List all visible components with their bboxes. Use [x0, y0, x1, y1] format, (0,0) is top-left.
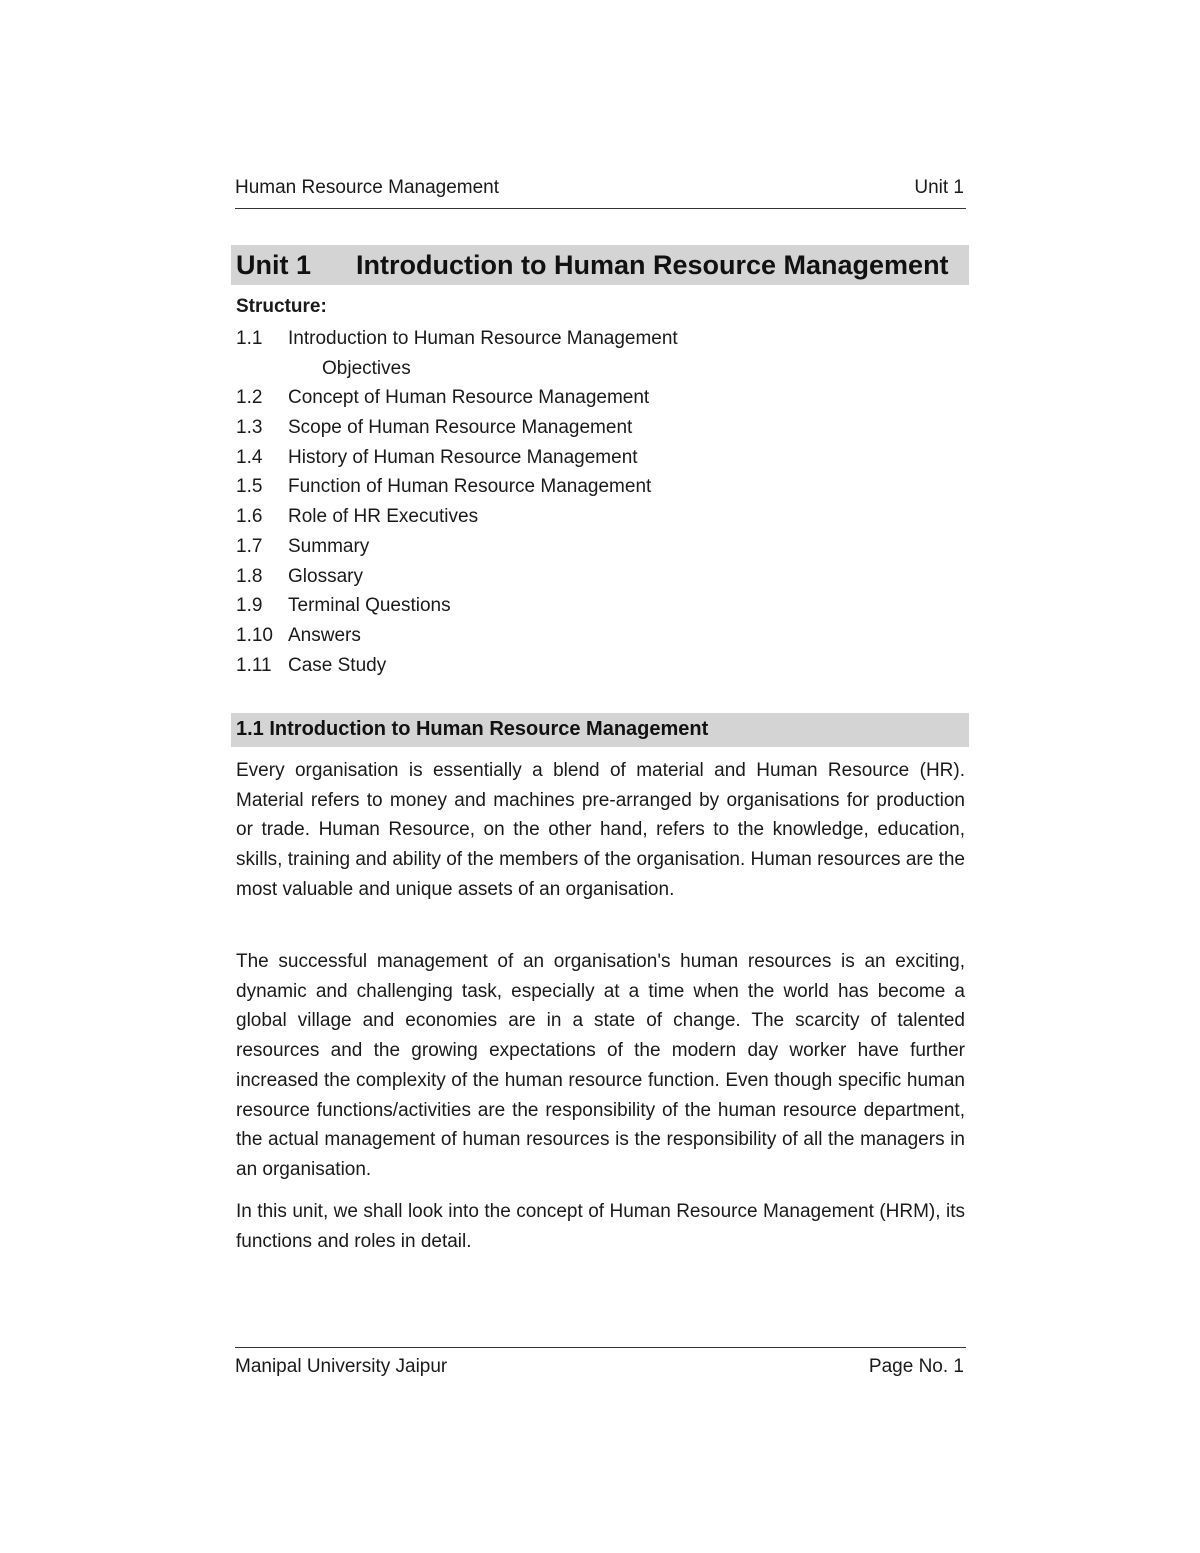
toc-item	[236, 354, 678, 384]
footer-institution: Manipal University Jaipur	[235, 1356, 448, 1377]
section-heading-banner	[231, 713, 969, 747]
unit-name: Introduction to Human Resource Management	[356, 250, 949, 280]
toc-item-text: Terminal Questions	[288, 595, 451, 617]
toc-item	[236, 532, 678, 562]
toc-item-text: History of Human Resource Management	[288, 446, 638, 468]
toc-item	[236, 502, 678, 532]
body-paragraph: The successful management of an organisation's human resources is an exciting, dynamic and challenging task, especially at a time when the world has become a global village and economies are in a state of change. The scarcity of talented resources and the growing expectations of the modern day worker have further increased the complexity of the human resource function. Even though specific human resource functions/activities are the responsibility of the human resource department, the actual management of human resources is the responsibility of all the managers in an organisation.	[236, 951, 965, 1180]
toc-item-number: 1.5	[236, 476, 263, 498]
body-paragraph: In this unit, we shall look into the concept of Human Resource Management (HRM), its functions and roles in detail.	[236, 1201, 965, 1252]
toc-item	[236, 472, 678, 502]
toc-item-text: Case Study	[288, 654, 387, 676]
toc-item-text: Introduction to Human Resource Management	[288, 328, 678, 349]
toc-item-number: 1.9	[236, 595, 263, 617]
toc-item-number: 1.1	[236, 328, 263, 349]
toc-item	[236, 413, 678, 443]
toc-item-text: Answers	[288, 624, 361, 646]
unit-title-banner	[231, 245, 969, 285]
toc-item-text: Summary	[288, 535, 370, 557]
section-heading: 1.1 Introduction to Human Resource Management	[236, 718, 709, 740]
toc-item-number: 1.3	[236, 417, 263, 439]
toc-item-number: 1.6	[236, 506, 263, 528]
toc-item-text: Objectives	[322, 357, 411, 379]
header-course-title: Human Resource Management	[235, 177, 500, 198]
toc-item-number: 1.11	[236, 654, 272, 676]
structure-list	[236, 324, 678, 680]
toc-item	[236, 324, 678, 354]
footer-page-number: Page No. 1	[868, 1356, 964, 1377]
toc-item-number: 1.7	[236, 535, 263, 557]
toc-item	[236, 443, 678, 473]
toc-item-text: Function of Human Resource Management	[288, 476, 652, 498]
header-unit-label: Unit 1	[914, 177, 964, 198]
toc-item-text: Glossary	[288, 565, 363, 587]
toc-item	[236, 621, 678, 651]
structure-label: Structure:	[236, 296, 327, 317]
running-footer	[235, 1347, 966, 1384]
toc-item-number: 1.8	[236, 565, 263, 587]
toc-item	[236, 651, 678, 681]
toc-item-number: 1.4	[236, 446, 263, 468]
toc-item-text: Role of HR Executives	[288, 506, 479, 528]
toc-item-number: 1.10	[236, 624, 273, 646]
running-header	[235, 176, 966, 209]
toc-item-text: Scope of Human Resource Management	[288, 417, 633, 439]
toc-item	[236, 562, 678, 592]
body-paragraph: Every organisation is essentially a blend of material and Human Resource (HR). Material refers to money and machines pre-arranged by organisations for production or trade. Human Resource, on the other hand, refers to the knowledge, education, skills, training and ability of the members of the organisation. Human resources are the most valuable and unique assets of an organisation.	[236, 760, 965, 900]
toc-item	[236, 591, 678, 621]
toc-item-text: Concept of Human Resource Management	[288, 387, 650, 409]
toc-item	[236, 383, 678, 413]
unit-number: Unit 1	[236, 250, 312, 280]
toc-item-number: 1.2	[236, 387, 263, 409]
